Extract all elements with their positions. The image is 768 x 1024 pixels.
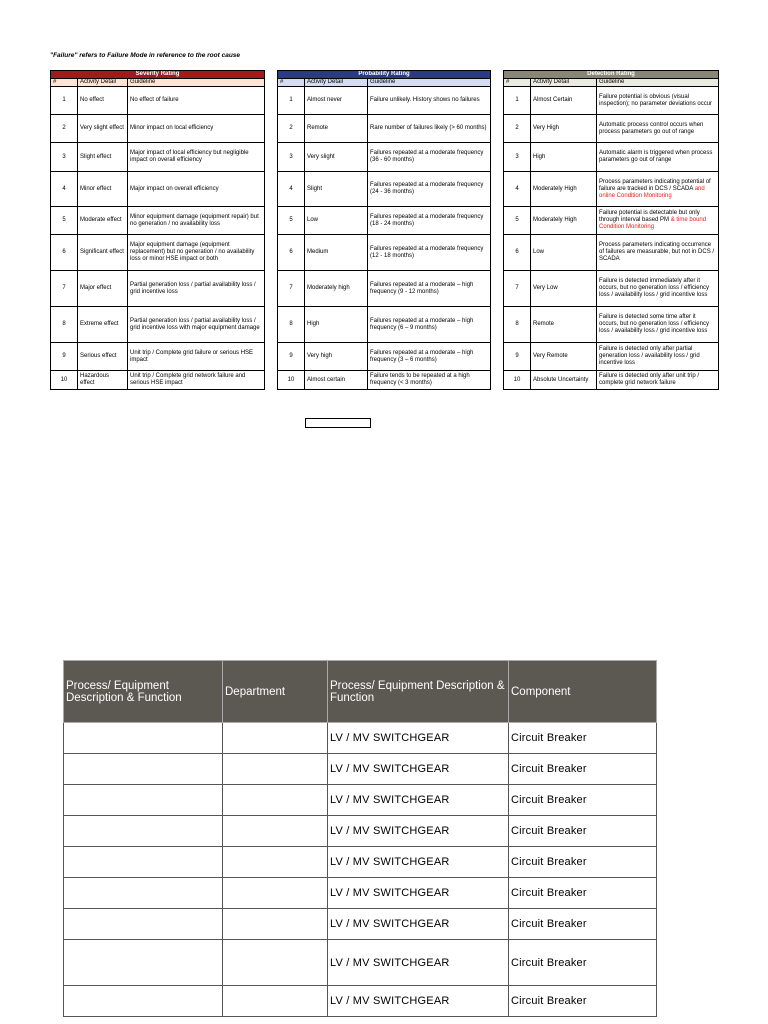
table-row: LV / MV SWITCHGEAR Circuit Breaker [64, 986, 657, 1017]
table-row: LV / MV SWITCHGEAR Circuit Breaker [64, 847, 657, 878]
table-row: 4 Slight Failures repeated at a moderate frequency (24 - 36 months) [278, 172, 491, 207]
col-activity-detail: Activity Detail [78, 79, 128, 87]
col-component: Component [509, 661, 657, 723]
table-row: 3 Very slight Failures repeated at a moderate frequency (36 - 60 months) [278, 143, 491, 172]
empty-cell-box [305, 418, 371, 428]
col-activity-detail: Activity Detail [305, 79, 368, 87]
col-activity-detail: Activity Detail [531, 79, 597, 87]
table-row: 8 Remote Failure is detected some time after it occurs, but no generation loss / efficiency loss / availability loss / grid incentive loss [504, 307, 719, 343]
table-row: 10 Hazardous effect Unit trip / Complete grid network failure and serious HSE impact [51, 371, 265, 390]
table-row: 4 Moderately High Process parameters indicating potential of failure are tracked in DCS / SCADA and online Condition Monitoring [504, 172, 719, 207]
table-row: LV / MV SWITCHGEAR Circuit Breaker [64, 878, 657, 909]
table-row: 6 Significant effect Major equipment damage (equipment replacement) but no generation / no availability loss or minor HSE impact or both [51, 235, 265, 271]
table-row: 7 Moderately high Failures repeated at a moderate – high frequency (9 - 12 months) [278, 271, 491, 307]
probability-rating-table [277, 70, 491, 390]
table-row: LV / MV SWITCHGEAR Circuit Breaker [64, 816, 657, 847]
table-row: LV / MV SWITCHGEAR Circuit Breaker [64, 723, 657, 754]
table-row: 8 Extreme effect Partial generation loss / partial availability loss / grid incentive loss with major equipment damage [51, 307, 265, 343]
col-department: Department [223, 661, 328, 723]
table-row: 6 Low Process parameters indicating occurrence of failures are measurable, but not in DCS / SCADA [504, 235, 719, 271]
col-number: # [504, 79, 531, 87]
table-row: 10 Almost certain Failure tends to be repeated at a high frequency (< 3 months) [278, 371, 491, 390]
table-row: 9 Very high Failures repeated at a moderate – high frequency (3 – 6 months) [278, 343, 491, 371]
col-guideline: Guideline [368, 79, 491, 87]
table-row: 6 Medium Failures repeated at a moderate frequency (12 - 18 months) [278, 235, 491, 271]
table-row: 10 Absolute Uncertainty Failure is detected only after unit trip / complete grid network failure [504, 371, 719, 390]
table-row: 1 Almost Certain Failure potential is obvious (visual inspection); no parameter deviations occur [504, 87, 719, 115]
table-row: 7 Major effect Partial generation loss / partial availability loss / grid incentive loss [51, 271, 265, 307]
table-row: 8 High Failures repeated at a moderate – high frequency (6 – 9 months) [278, 307, 491, 343]
severity-title: Severity Rating [51, 71, 265, 79]
severity-rating-table [50, 70, 265, 390]
table-row: 2 Very High Automatic process control occurs when process parameters go out of range [504, 115, 719, 143]
table-row: 3 Slight effect Major impact of local efficiency but negligible impact on overall efficiency [51, 143, 265, 172]
table-row: LV / MV SWITCHGEAR Circuit Breaker [64, 909, 657, 940]
table-row: 2 Remote Rare number of failures likely (> 60 months) [278, 115, 491, 143]
detection-title: Detection Rating [504, 71, 719, 79]
table-row: 3 High Automatic alarm is triggered when process parameters go out of range [504, 143, 719, 172]
table-row: 7 Very Low Failure is detected immediately after it occurs, but no generation loss / efficiency loss / availability loss / grid incentive loss [504, 271, 719, 307]
col-equipment-description: Process/ Equipment Description & Function [328, 661, 509, 723]
component-table [63, 660, 657, 1017]
table-row: 5 Moderate effect Minor equipment damage (equipment repair) but no generation / no availability loss [51, 207, 265, 235]
failure-note: "Failure" refers to Failure Mode in reference to the root cause [50, 52, 241, 59]
table-row: 4 Minor effect Major impact on overall efficiency [51, 172, 265, 207]
col-number: # [51, 79, 78, 87]
table-row: LV / MV SWITCHGEAR Circuit Breaker [64, 754, 657, 785]
table-row: 2 Very slight effect Minor impact on local efficiency [51, 115, 265, 143]
col-number: # [278, 79, 305, 87]
col-guideline: Guideline [597, 79, 719, 87]
table-row: LV / MV SWITCHGEAR Circuit Breaker [64, 940, 657, 986]
table-row: 5 Low Failures repeated at a moderate frequency (18 - 24 months) [278, 207, 491, 235]
table-row: 5 Moderately High Failure potential is detectable but only through interval based PM & time bound Condition Monitoring [504, 207, 719, 235]
probability-title: Probability Rating [278, 71, 491, 79]
detection-rating-table [503, 70, 719, 390]
table-row: 1 No effect No effect of failure [51, 87, 265, 115]
col-process-description: Process/ Equipment Description & Function [64, 661, 223, 723]
table-row: LV / MV SWITCHGEAR Circuit Breaker [64, 785, 657, 816]
table-row: 1 Almost never Failure unlikely. History shows no failures [278, 87, 491, 115]
table-row: 9 Very Remote Failure is detected only after partial generation loss / availability loss / grid incentive loss [504, 343, 719, 371]
table-row: 9 Serious effect Unit trip / Complete grid failure or serious HSE impact [51, 343, 265, 371]
col-guideline: Guideline [128, 79, 265, 87]
